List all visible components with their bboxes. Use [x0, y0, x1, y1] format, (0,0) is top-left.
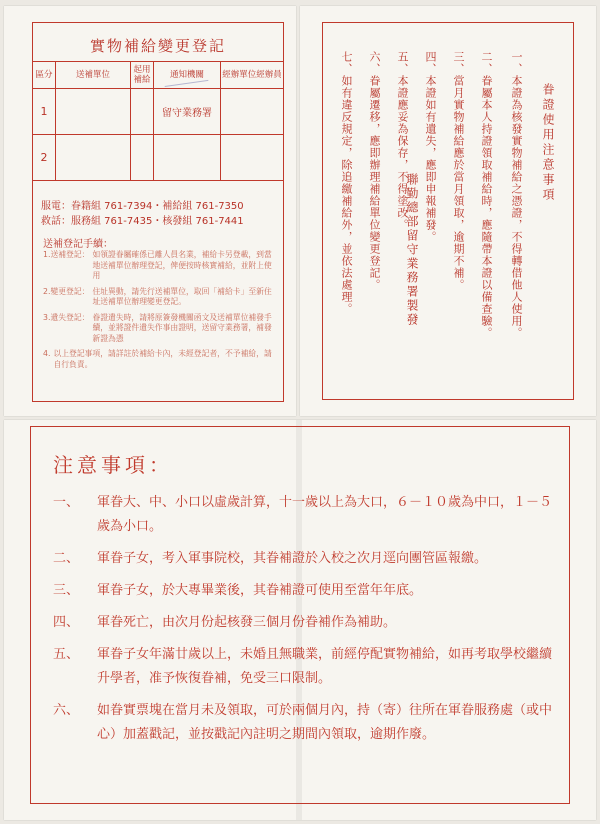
header-notify-agency: 通知機關	[154, 62, 221, 89]
register-header-row	[33, 62, 284, 89]
register-title: 實物補給變更登記	[89, 37, 226, 55]
header-category: 區分	[33, 62, 56, 89]
notice-key: 五、	[53, 647, 80, 662]
notice-heading: 注意事項：	[53, 453, 173, 477]
table-row	[33, 135, 284, 181]
list-item	[53, 547, 553, 571]
instruction-text: 住址異動，請先行送補單位，取回「補給卡」至新住址送補單位辦理變更登記。	[92, 286, 272, 306]
notice-list	[53, 491, 553, 755]
vertical-notice-title: 眷證使用注意事項	[541, 83, 555, 203]
vertical-notice-box	[322, 22, 574, 400]
list-item	[43, 349, 275, 370]
list-item	[43, 250, 275, 282]
instruction-key: 1.送補登記：	[43, 250, 90, 259]
table-row	[33, 89, 284, 135]
register-card	[32, 22, 284, 402]
instruction-text: 以上登記事項，請詳註於補給卡內，未經登記者，不予補給，請自行負責。	[53, 349, 272, 369]
list-item	[43, 313, 275, 345]
notice-text: 軍眷子女，考入軍事院校，其眷補證於入校之次月逕向團管區報繳。	[97, 551, 488, 566]
instruction-key: 3.遺失登記：	[43, 312, 90, 322]
vertical-column: 四、本證如有遺失，應即申報補發。	[424, 51, 437, 243]
notice-text: 軍眷死亡，由次月份起核發三個月份眷補作為補助。	[97, 615, 397, 630]
list-item	[53, 643, 553, 691]
notice-text: 軍眷子女年滿廿歲以上，未婚且無職業，前經停配實物補給，如再考取學校繼續升學者，准予恢復眷補，免受三口限制。	[97, 647, 553, 686]
list-item	[53, 579, 553, 603]
instruction-text: 如領證眷屬確係已離人員名業，補給卡另登載，到當地送補單位辦理登記，俾便按時核實補給，並附上使用	[92, 250, 272, 280]
vertical-column: 三、當月實物補給應於當月領取，逾期不補。	[452, 51, 465, 291]
register-table	[32, 61, 284, 181]
row-notify-agency	[154, 135, 221, 181]
vertical-column: 二、眷屬本人持證領取補給時，應隨帶本證以備查驗。	[480, 51, 493, 339]
row-handler	[221, 135, 284, 181]
list-item	[53, 491, 553, 539]
vertical-notice-panel	[300, 6, 596, 416]
notice-panel	[4, 420, 596, 820]
list-item	[53, 699, 553, 747]
instructions-list	[43, 250, 275, 375]
row-number: 2	[33, 135, 56, 181]
notice-key: 二、	[53, 551, 80, 566]
notice-text: 如眷實票塊在當月未及領取，可於兩個月內，持（寄）往所在軍眷服務處（或中心）加蓋戳記，並按戳記內註明之期間內領取，逾期作廢。	[97, 703, 553, 742]
header-start-supply: 起用補給	[131, 62, 154, 89]
issuer-label: 聯勤總部留守業務署製發	[405, 173, 419, 327]
row-start	[131, 135, 154, 181]
notice-key: 四、	[53, 615, 80, 630]
vertical-column: 七、如有違反規定，除追繳補給外，並依法處理。	[340, 51, 353, 315]
notice-key: 六、	[53, 703, 80, 718]
row-notify-agency: 留守業務署	[154, 89, 221, 135]
register-panel	[4, 6, 296, 416]
notice-key: 三、	[53, 583, 80, 598]
vertical-column: 五、本證應妥為保存，不得塗改。	[396, 51, 409, 231]
instruction-key: 4.	[43, 349, 51, 358]
header-supply-unit: 送補單位	[56, 62, 131, 89]
list-item	[53, 611, 553, 635]
instruction-key: 2.變更登記：	[43, 286, 90, 296]
instruction-text: 眷證遺失時，請將原簽發機關函文及送補單位補發手續，並將證件遺失作事由證明，送留守業務署，補發新證為憑	[92, 312, 272, 343]
notice-key: 一、	[53, 495, 80, 510]
phone-line: 救話：服務組 761-7435・核發組 761-7441	[41, 216, 244, 227]
notice-text: 軍眷子女，於大專畢業後，其眷補證可使用至當年年底。	[97, 583, 423, 598]
row-number: 1	[33, 89, 56, 135]
row-supply-unit	[56, 135, 131, 181]
list-item	[43, 287, 275, 308]
phone-line: 服電：眷籍組 761-7394・補給組 761-7350	[41, 201, 244, 212]
notice-box	[30, 426, 570, 804]
row-handler	[221, 89, 284, 135]
vertical-column: 六、眷屬遷移，應即辦理補給單位變更登記。	[368, 51, 381, 291]
row-start	[131, 89, 154, 135]
vertical-column: 一、本證為核發實物補給之憑證，不得轉借他人使用。	[510, 51, 523, 339]
phone-numbers	[41, 199, 244, 229]
instructions-heading: 送補登記手續：	[43, 239, 113, 250]
row-supply-unit	[56, 89, 131, 135]
header-handler: 經辦單位經辦員	[221, 62, 284, 89]
notice-text: 軍眷大、中、小口以虛歲計算，十一歲以上為大口，６－１０歲為中口，１－５歲為小口。	[97, 495, 553, 534]
